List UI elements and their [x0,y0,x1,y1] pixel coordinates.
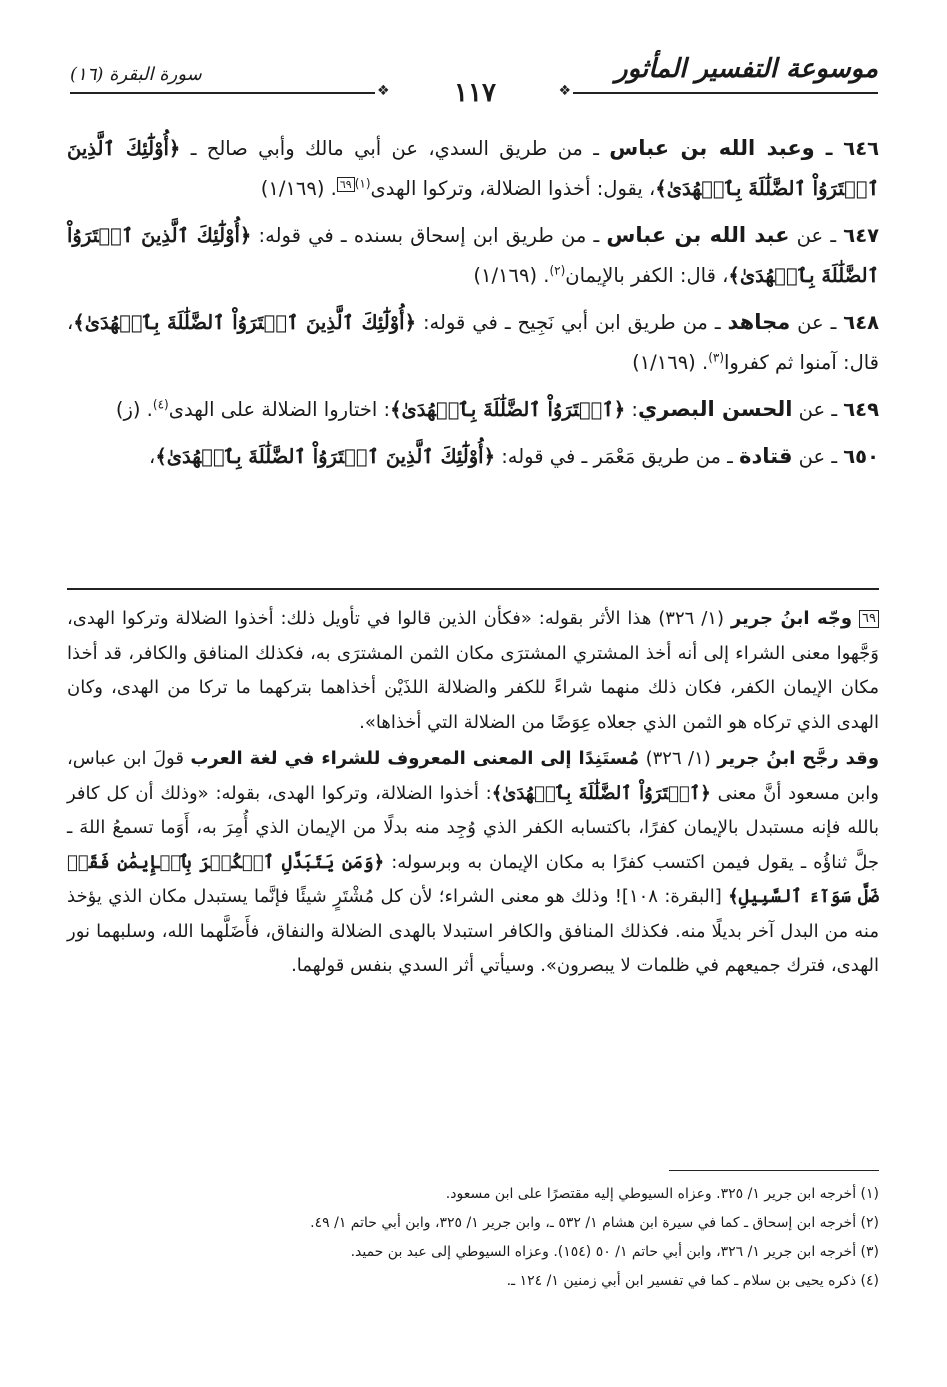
narration-650 [67,436,879,477]
entry-text: : اختاروا الضلالة على الهدى [168,398,391,421]
entry-text: ـ من طريق ابن أبي نَجِيح ـ في قوله: [416,311,728,334]
entry-text: ، قال: آمنوا ثم كفروا [67,311,879,374]
header-rule-left [70,92,375,94]
commentary-bold: مُستَنِدًا إلى المعنى المعروف للشراء في لغة العرب [190,748,640,769]
entry-number: ٦٤٧ [843,224,880,247]
ornament-icon: ❖ [558,83,571,99]
commentary-text: [البقرة: ١٠٨]! وذلك هو معنى الشراء؛ لأن كل مُشْتَرٍ شيئًا فإنَّما يستبدل مكان الذي يؤخذ منه من البدل آخر بديلًا منه. فكذلك المنافق والكافر استبدلا بالهدى الضلالة والنفاق، فأَضَلَّهما الله، وسلبهما نور الهدى، فترك جميعهم في ظلمات لا يبصرون». وسيأتي أثر السدي بنفس قولهما. [67,886,879,976]
footnote: (٢) أخرجه ابن إسحاق ـ كما في سيرة ابن هشام ١/ ٥٣٢ ـ، وابن جرير ١/ ٣٢٥، وابن أبي حاتم ١/ ٤٩. [310,1215,879,1231]
entry-text: ، قال: الكفر بالإيمان [565,264,729,287]
quran-verse: ﴿وَمَن يَتَبَدَّلِ ٱلۡكُفۡرَ بِٱلۡإِيمَٰنِ فَقَدۡ ضَلَّ سَوَآءَ ٱلسَّبِيلِ﴾ [67,851,879,907]
volume-reference: . (١/١٦٩) [632,351,709,374]
footnote-marker[interactable]: (٣) [708,350,725,365]
commentary-section [67,602,879,986]
entry-text: ـ عن [790,311,844,334]
commentary-text: (١/ ٣٢٦) [639,748,718,769]
commentary-text: : أخذوا الضلالة، وتركوا الهدى، بقوله: «وذلك أن كل كافر بالله فإنه مستبدل بالإيمان كفرًا، باكتسابه الكفر الذي وُجِد منه بدلًا من الإيمان الذي أُمِرَ به، أَوَما تسمعُ اللهَ ـ جلَّ ثناؤُه ـ يقول فيمن اكتسب كفرًا به مكان الإيمان به وبرسوله: [67,782,879,873]
volume-reference: . (ز) [115,398,153,421]
entry-text: ـ عن [792,445,844,468]
footnotes [67,1180,879,1296]
footnote-marker[interactable]: (١) [354,176,371,191]
dash: ـ [814,137,844,160]
narration-648 [67,302,879,383]
narrator-name: عبد الله بن عباس [606,223,790,247]
page-header [70,52,878,108]
commentary-number: ٦٩ [859,610,879,628]
entry-number: ٦٤٩ [843,398,879,421]
entry-number: ٦٤٦ [843,137,880,160]
narrator-name: الحسن البصري [638,397,793,421]
commentary-marker[interactable]: ٦٩ [337,177,355,192]
entry-number: ٦٤٨ [843,311,880,334]
narrator-name: مجاهد [727,310,791,334]
commentary-paragraph [67,742,879,984]
commentary-paragraph [67,602,879,740]
narration-647 [67,215,879,296]
entry-text: ـ من طريق مَعْمَر ـ في قوله: [495,445,740,468]
narrations [67,128,879,483]
entry-text: ـ من طريق ابن إسحاق بسنده ـ في قوله: [251,224,607,247]
commentary-bold: وقد رجَّح ابنُ جرير [717,748,880,769]
commentary-divider [67,588,879,590]
book-title: موسوعة التفسير المأثور [615,54,878,84]
commentary-text: (١/ ٣٢٦) هذا الأثر بقوله: «فكأن الذين قالوا في تأويل ذلك: أخذوا الضلالة وتركوا الهدى، وَجَّهوا معنى الشراء إلى أنه أخذ المشتري المشترَى مكان الثمن المشترَى به، فكذلك المنافق والكافر، قد أخذا مكان الإيمان الكفر، فكان ذلك منهما شراءً للكفر والضلالة اللذَيْن أخذاهما بتركهما ما تركا من الهدى، وكان الهدى الذي تركاه هو الثمن الذي جعلاه عِوَضًا من الضلالة التي أخذاها». [67,608,879,733]
entry-text: ، يقول: أخذوا الضلالة، وتركوا الهدى [370,177,656,200]
sura-label: سورة البقرة (١٦) [70,64,202,85]
quran-verse: ﴿ٱشۡتَرَوُاْ ٱلضَّلَٰلَةَ بِٱلۡهُدَىٰ﴾ [491,782,711,804]
entry-text: ـ عن [792,398,844,421]
narrator-name: قتادة [739,444,793,468]
volume-reference: . (١/١٦٩) [473,264,550,287]
quran-verse: ﴿أُوْلَٰٓئِكَ ٱلَّذِينَ ٱشۡتَرَوُاْ ٱلضَّلَٰلَةَ بِٱلۡهُدَىٰ﴾ [155,445,495,468]
entry-text: ، [149,445,156,468]
volume-reference: . (١/١٦٩) [260,177,337,200]
entry-text: ـ من طريق السدي، عن أبي مالك وأبي صالح ـ [180,137,610,160]
commentary-bold: وجّه ابنُ جرير [730,608,853,629]
page-number: ١١٧ [440,78,510,108]
footnote: (١) أخرجه ابن جرير ١/ ٣٢٥. وعزاه السيوطي إليه مقتصرًا على ابن مسعود. [445,1186,879,1202]
entry-number: ٦٥٠ [843,445,879,468]
narration-649 [67,389,879,430]
quran-verse: ﴿أُوْلَٰٓئِكَ ٱلَّذِينَ ٱشۡتَرَوُاْ ٱلضَّلَٰلَةَ بِٱلۡهُدَىٰ﴾ [67,137,879,200]
ornament-icon: ❖ [377,83,390,99]
footnote: (٣) أخرجه ابن جرير ١/ ٣٢٦، وابن أبي حاتم ١/ ٥٠ (١٥٤). وعزاه السيوطي إلى عبد بن حميد. [350,1244,879,1260]
narrator-name: وعبد الله بن عباس [609,136,815,160]
entry-text: : [625,398,639,421]
footnote: (٤) ذكره يحيى بن سلام ـ كما في تفسير ابن أبي زمنين ١/ ١٢٤ ـ. [506,1273,879,1289]
header-rule-right [573,92,878,94]
footnote-divider [669,1170,879,1171]
entry-text: ـ عن [789,224,844,247]
commentary-text: قولَ ابن عباس، وابن مسعود أنَّ معنى [67,748,879,804]
quran-verse: ﴿ٱشۡتَرَوُاْ ٱلضَّلَٰلَةَ بِٱلۡهُدَىٰ﴾ [390,398,626,421]
quran-verse: ﴿أُوْلَٰٓئِكَ ٱلَّذِينَ ٱشۡتَرَوُاْ ٱلضَّلَٰلَةَ بِٱلۡهُدَىٰ﴾ [73,311,417,334]
footnote-marker[interactable]: (٤) [152,397,169,412]
quran-verse: ﴿أُوْلَٰٓئِكَ ٱلَّذِينَ ٱشۡتَرَوُاْ ٱلضَّلَٰلَةَ بِٱلۡهُدَىٰ﴾ [67,224,879,287]
narration-646 [67,128,879,209]
footnote-marker[interactable]: (٢) [549,263,566,278]
